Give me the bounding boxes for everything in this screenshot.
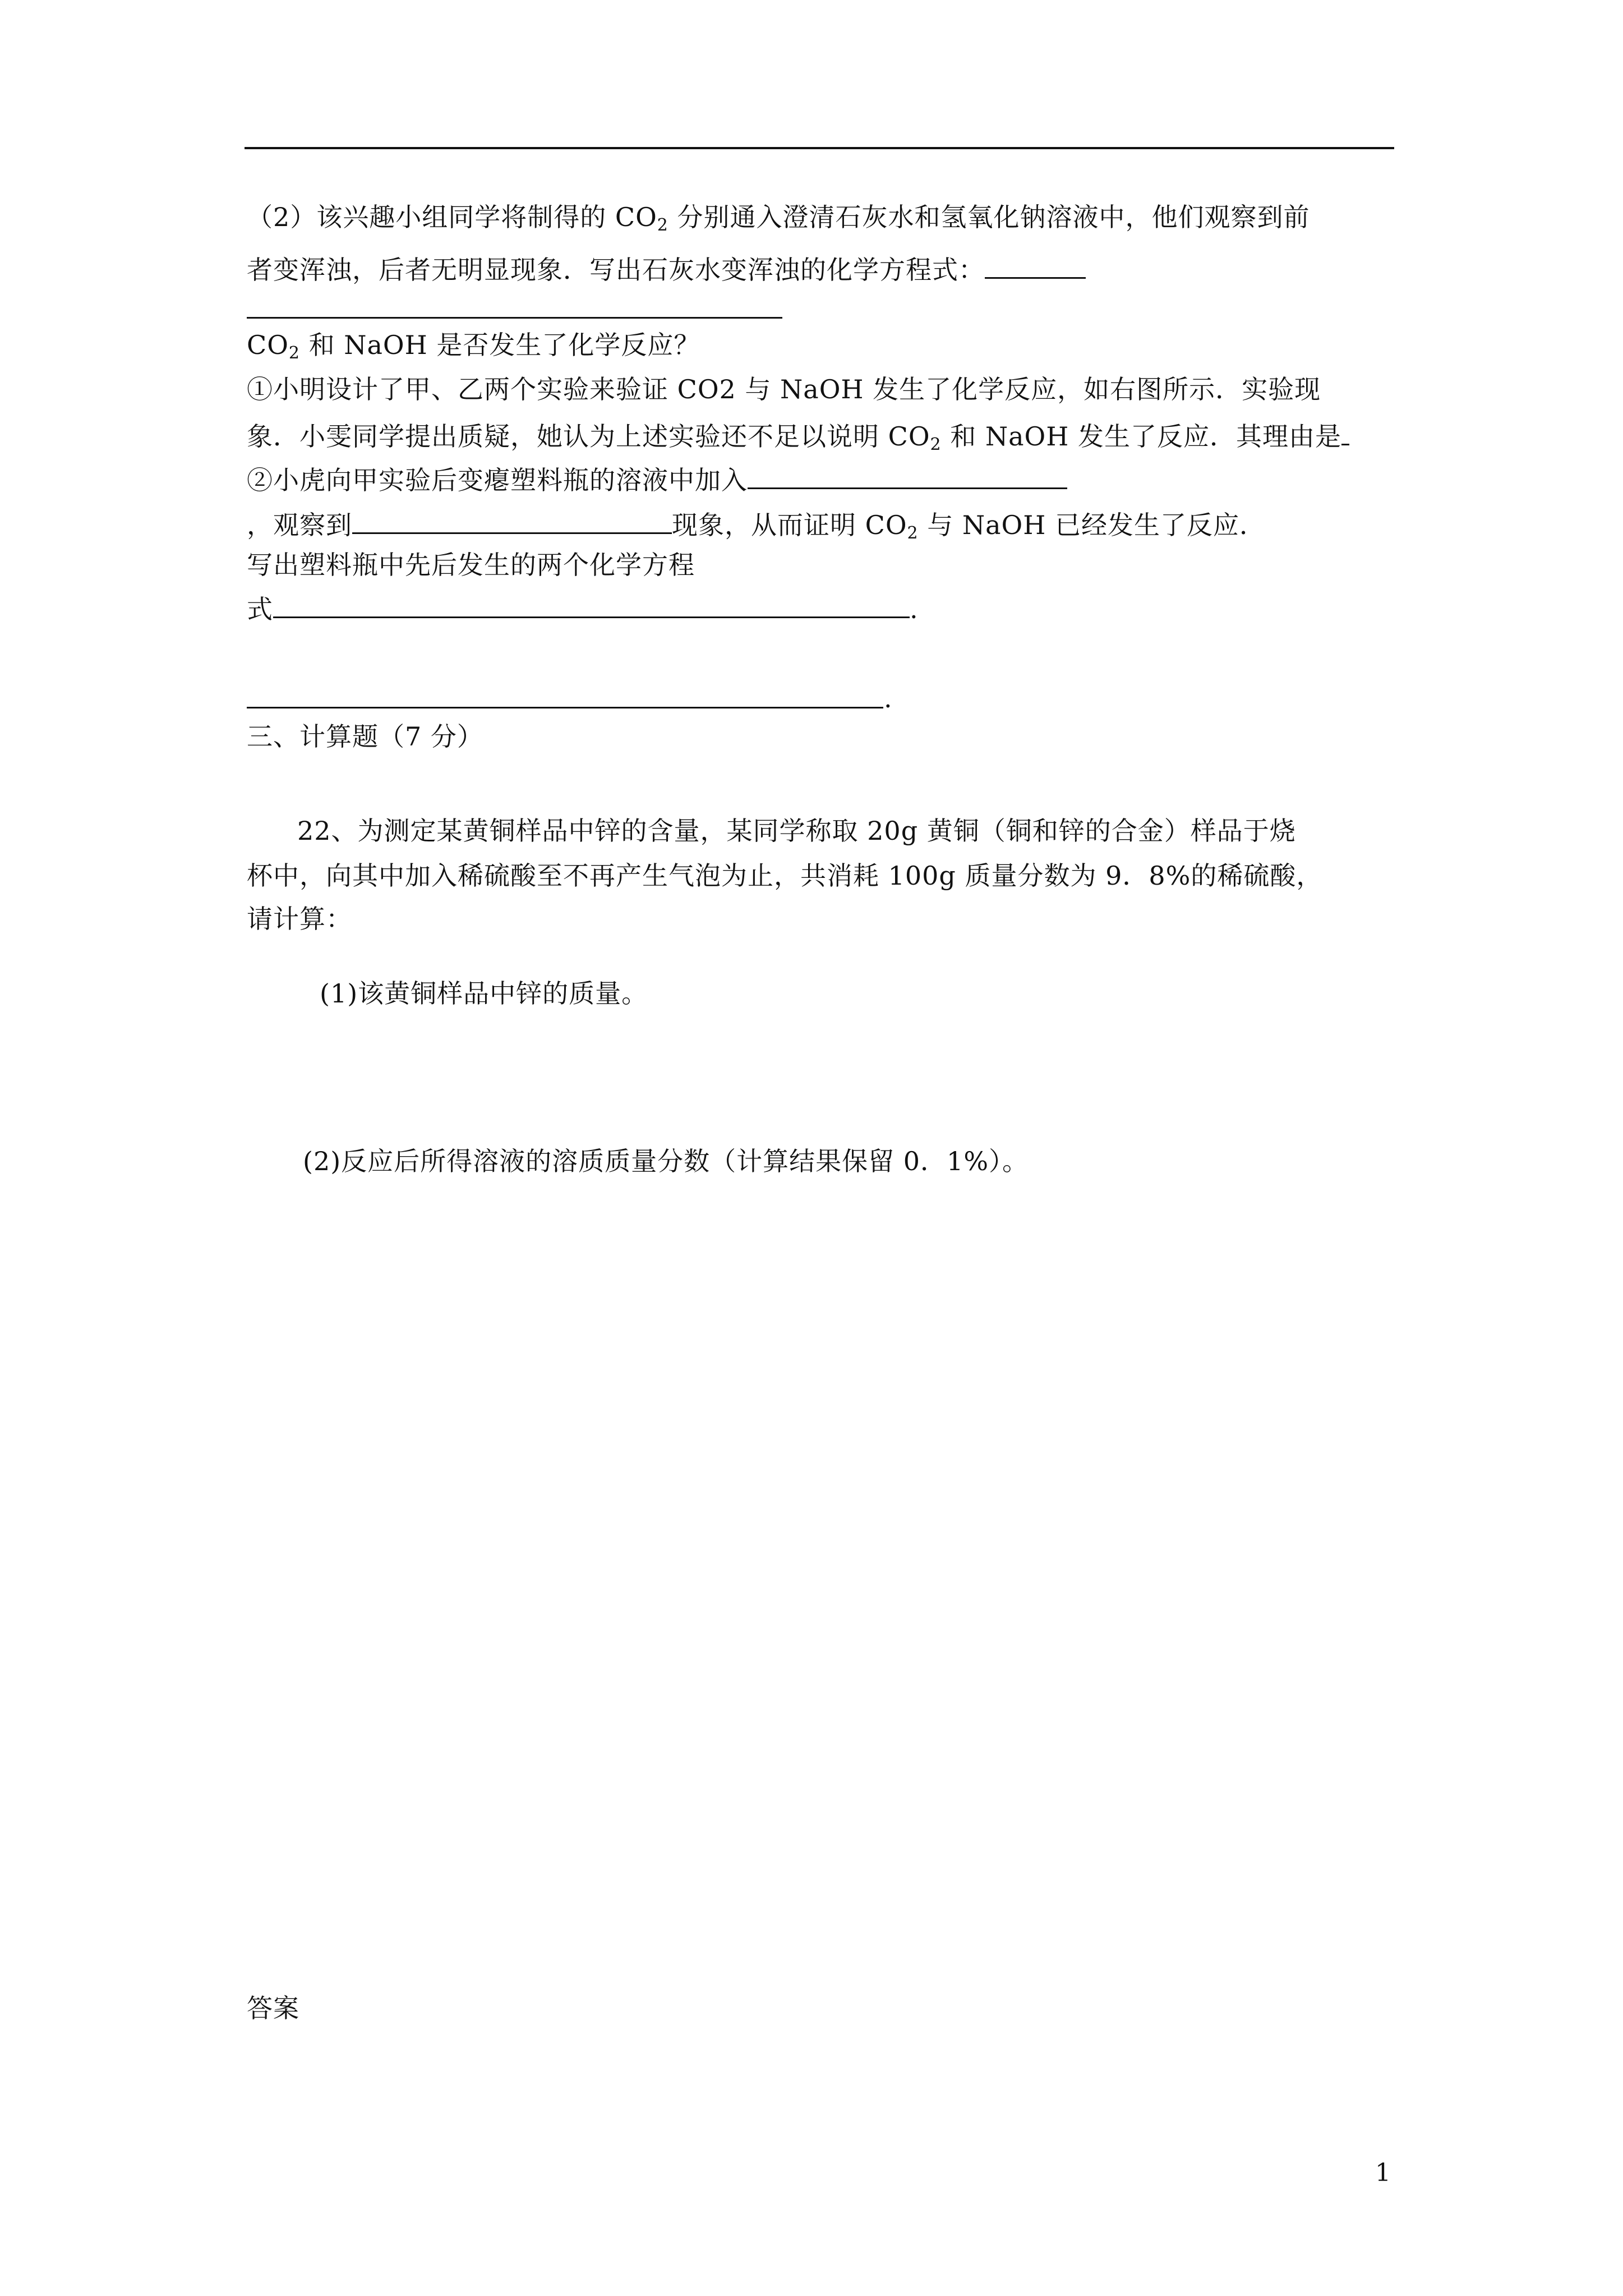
sub1-line-1 (247, 372, 1321, 406)
equations-prompt: 写出塑料瓶中先后发生的两个化学方程 (247, 550, 695, 580)
period-2 (884, 682, 893, 715)
sub2-text: ②小虎向甲实验后变瘪塑料瓶的溶液中加入 (247, 465, 748, 495)
sub2-text-b: 现象，从而证明 CO (672, 510, 907, 540)
subscript: 2 (288, 343, 301, 363)
subscript: 2 (657, 215, 668, 235)
equation-blank-2[interactable] (247, 707, 883, 708)
sub2-line-4 (247, 591, 919, 626)
heading-text: 三、计算题（7 分） (247, 721, 483, 752)
q22-text-3: 请计算： (247, 904, 352, 934)
q22-line-3 (247, 902, 352, 936)
sub1-text-a: 象．小雯同学提出质疑，她认为上述实验还不足以说明 CO (247, 421, 930, 452)
q2-line-1 (247, 200, 1310, 242)
sub2-line-1 (247, 462, 1067, 497)
equations-prompt-end: 式 (247, 594, 273, 624)
q22-text-1: 22、为测定某黄铜样品中锌的含量，某同学称取 20g 黄铜（铜和锌的合金）样品于烧 (297, 816, 1296, 846)
answer-blank-line[interactable] (247, 317, 782, 319)
q22-line-2 (247, 859, 1322, 892)
q2-text-b: 分别通入澄清石灰水和氢氧化钠溶液中，他们观察到前 (668, 202, 1310, 232)
sub1-text: ①小明设计了甲、乙两个实验来验证 CO2 与 NaOH 发生了化学反应，如右图所示．实验现 (247, 374, 1321, 404)
question-text: 和 NaOH 是否发生了化学反应？ (300, 330, 700, 360)
page-number: 1 (1375, 2159, 1391, 2187)
q22-line-1 (297, 814, 1296, 848)
answer-text: 答案 (247, 1993, 299, 2023)
answer-blank[interactable] (985, 251, 1086, 279)
sub1-text-b: 和 NaOH 发生了反应．其理由是 (941, 421, 1341, 452)
q22-part-1 (320, 977, 648, 1010)
reason-blank[interactable] (1341, 418, 1349, 445)
sub2-line-3 (247, 548, 695, 582)
observe-text: ，观察到 (247, 510, 352, 540)
part2-text: (2)反应后所得溶液的溶质质量分数（计算结果保留 0．1%）。 (303, 1146, 1029, 1176)
reagent-blank[interactable] (748, 462, 1067, 489)
q2-text-equation-prompt: 者变浑浊，后者无明显现象．写出石灰水变浑浊的化学方程式： (247, 255, 985, 285)
section-3-heading (247, 720, 483, 753)
equation-blank-1[interactable] (273, 591, 910, 618)
header-rule (245, 147, 1394, 149)
co2-text: CO (247, 330, 289, 360)
period-text: . (884, 683, 893, 714)
sub2-line-2 (247, 507, 1266, 550)
subscript: 2 (930, 435, 942, 454)
sub1-line-2 (247, 418, 1349, 462)
q2-text-a: （2）该兴趣小组同学将制得的 CO (247, 202, 657, 232)
q2-line-2 (247, 251, 1086, 287)
q22-text-2: 杯中，向其中加入稀硫酸至不再产生气泡为止，共消耗 100g 质量分数为 9．8%的稀硫酸， (247, 861, 1323, 891)
subscript: 2 (907, 523, 919, 543)
answer-label (247, 1991, 299, 2025)
period: . (910, 594, 919, 624)
sub2-text-c: 与 NaOH 已经发生了反应． (918, 510, 1266, 540)
phenomenon-blank[interactable] (352, 507, 672, 534)
part1-text: (1)该黄铜样品中锌的质量。 (320, 978, 648, 1009)
q22-part-2 (303, 1144, 1029, 1178)
co2-question (247, 328, 700, 370)
